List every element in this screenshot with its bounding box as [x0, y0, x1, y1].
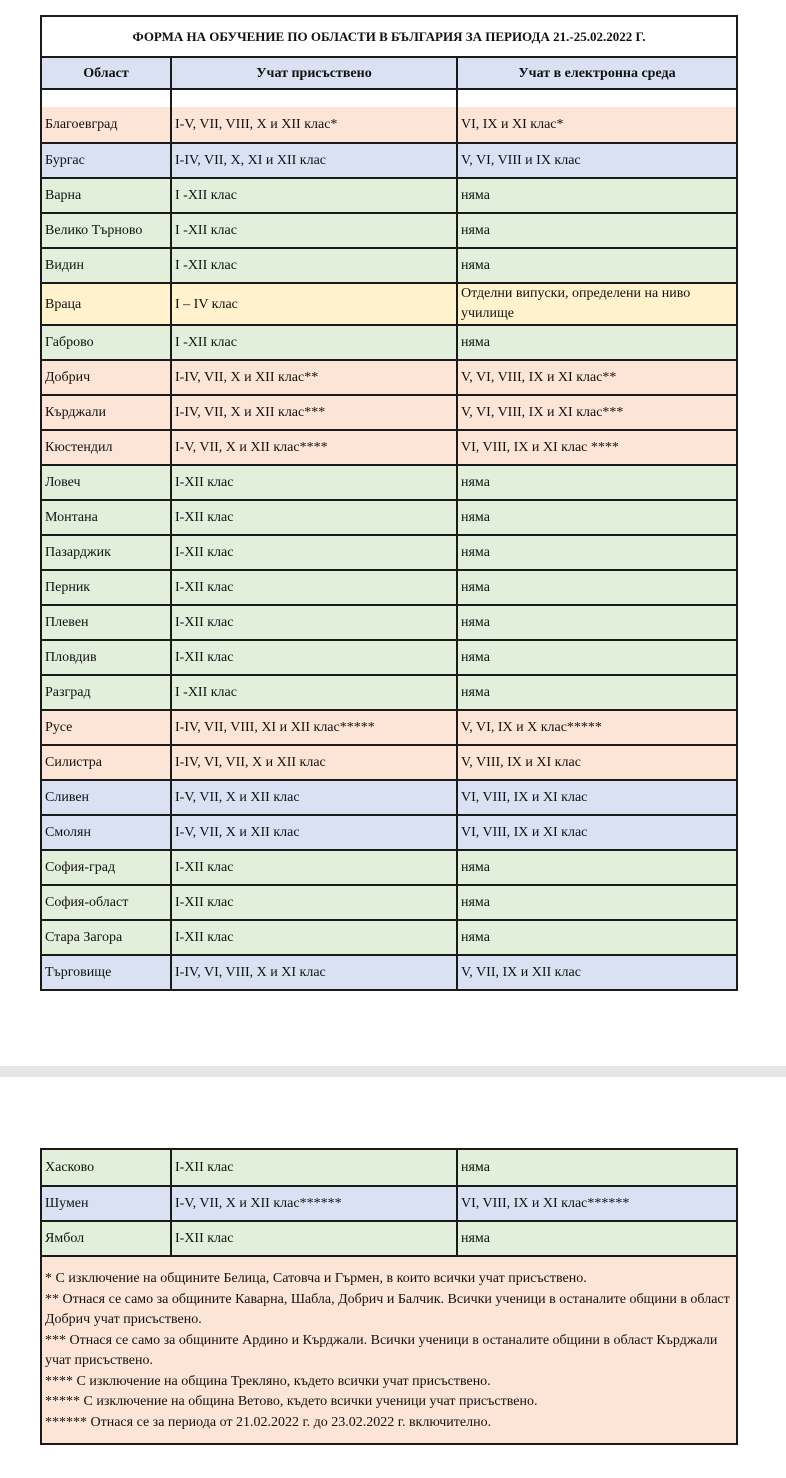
online-cell: няма	[461, 510, 490, 525]
in-person-cell: I-IV, VII, X, XI и XII клас	[172, 144, 458, 177]
in-person-cell: I-XII клас	[172, 1222, 458, 1255]
table-row	[42, 177, 736, 212]
online-cell: Отделни випуски, определени на ниво училище	[461, 286, 691, 321]
table-row	[42, 1150, 736, 1185]
in-person-cell: I-XII клас	[172, 886, 458, 919]
region-cell: Габрово	[42, 326, 172, 359]
table-row	[42, 282, 736, 324]
footnote: * С изключение на общините Белица, Сатовча и Гърмен, в които всички учат присъствено.	[45, 1271, 587, 1286]
table-row	[42, 534, 736, 569]
table-row	[42, 849, 736, 884]
table-row	[42, 394, 736, 429]
in-person-cell: I-V, VII, X и XII клас******	[172, 1187, 458, 1220]
table-row	[42, 919, 736, 954]
region-cell: Враца	[42, 284, 172, 324]
table-row	[42, 814, 736, 849]
table-row	[42, 779, 736, 814]
online-cell: VI, IX и XI клас*	[461, 117, 564, 132]
region-cell: Стара Загора	[42, 921, 172, 954]
in-person-cell: I – IV клас	[172, 284, 458, 324]
table-row	[42, 1185, 736, 1220]
in-person-cell: I -XII клас	[172, 249, 458, 282]
online-cell: няма	[461, 335, 490, 350]
region-cell: Благоевград	[42, 107, 172, 142]
table-row	[42, 212, 736, 247]
online-cell: няма	[461, 930, 490, 945]
online-cell: няма	[461, 650, 490, 665]
table-row	[42, 247, 736, 282]
in-person-cell: I-XII клас	[172, 1150, 458, 1185]
in-person-cell: I -XII клас	[172, 179, 458, 212]
region-cell: Перник	[42, 571, 172, 604]
in-person-cell: I-XII клас	[172, 466, 458, 499]
region-cell: София-град	[42, 851, 172, 884]
in-person-cell: I -XII клас	[172, 676, 458, 709]
header-region: Област	[42, 58, 172, 88]
online-cell: няма	[461, 860, 490, 875]
empty-cell	[42, 90, 172, 107]
in-person-cell: I-XII клас	[172, 851, 458, 884]
table-row	[42, 324, 736, 359]
education-form-table-continued	[40, 1148, 738, 1445]
footnote: ** Отнася се само за общините Каварна, Шабла, Добрич и Балчик. Всички ученици в останалите общини в област Добрич учат присъствено.	[45, 1291, 730, 1327]
table-row	[42, 569, 736, 604]
table-title: ФОРМА НА ОБУЧЕНИЕ ПО ОБЛАСТИ В БЪЛГАРИЯ ЗА ПЕРИОДА 21.-25.02.2022 Г.	[42, 17, 736, 56]
table-row	[42, 709, 736, 744]
page-separator	[0, 1066, 786, 1077]
footnote: ****** Отнася се за периода от 21.02.2022 г. до 23.02.2022 г. включително.	[45, 1414, 492, 1430]
table-row	[42, 639, 736, 674]
region-cell: Пловдив	[42, 641, 172, 674]
table-row	[42, 429, 736, 464]
region-cell: Бургас	[42, 144, 172, 177]
in-person-cell: I-IV, VII, X и XII клас**	[172, 361, 458, 394]
in-person-cell: I-XII клас	[172, 501, 458, 534]
table-row	[42, 359, 736, 394]
empty-cell	[458, 90, 736, 107]
table-row	[42, 107, 736, 142]
in-person-cell: I-V, VII, X и XII клас	[172, 781, 458, 814]
table-row	[42, 674, 736, 709]
in-person-cell: I-XII клас	[172, 536, 458, 569]
table-row	[42, 744, 736, 779]
online-cell: няма	[461, 615, 490, 630]
online-cell: няма	[461, 258, 490, 273]
in-person-cell: I-IV, VII, VIII, XI и XII клас*****	[172, 711, 458, 744]
region-cell: Ямбол	[42, 1222, 172, 1255]
online-cell: V, VI, VIII, IX и XI клас***	[461, 405, 624, 420]
region-cell: Добрич	[42, 361, 172, 394]
in-person-cell: I-XII клас	[172, 571, 458, 604]
online-cell: VI, VIII, IX и XI клас******	[461, 1196, 630, 1211]
in-person-cell: I -XII клас	[172, 326, 458, 359]
online-cell: VI, VIII, IX и XI клас	[461, 825, 588, 840]
table-row	[42, 142, 736, 177]
table-row	[42, 464, 736, 499]
in-person-cell: I-XII клас	[172, 641, 458, 674]
online-cell: V, VIII, IX и XI клас	[461, 755, 581, 770]
region-cell: Варна	[42, 179, 172, 212]
footnote: **** С изключение на община Трекляно, където всички учат присъствено.	[45, 1373, 491, 1389]
education-form-table	[40, 15, 738, 991]
region-cell: Кърджали	[42, 396, 172, 429]
table-row	[42, 1220, 736, 1255]
online-cell: V, VI, VIII и IX клас	[461, 153, 581, 168]
online-cell: VI, VIII, IX и XI клас	[461, 790, 588, 805]
region-cell: Велико Търново	[42, 214, 172, 247]
region-cell: София-област	[42, 886, 172, 919]
in-person-cell: I-V, VII, X и XII клас****	[172, 431, 458, 464]
region-cell: Сливен	[42, 781, 172, 814]
region-cell: Пазарджик	[42, 536, 172, 569]
region-cell: Плевен	[42, 606, 172, 639]
region-cell: Ловеч	[42, 466, 172, 499]
table-row	[42, 954, 736, 989]
region-cell: Монтана	[42, 501, 172, 534]
region-cell: Хасково	[42, 1150, 172, 1185]
region-cell: Разград	[42, 676, 172, 709]
online-cell: V, VII, IX и XII клас	[461, 965, 581, 980]
online-cell: няма	[461, 895, 490, 910]
table-row	[42, 604, 736, 639]
online-cell: няма	[461, 685, 490, 700]
online-cell: V, VI, IX и X клас*****	[461, 720, 602, 735]
table-header-row	[42, 56, 736, 88]
online-cell: няма	[461, 475, 490, 490]
online-cell: няма	[461, 580, 490, 595]
in-person-cell: I-V, VII, X и XII клас	[172, 816, 458, 849]
region-cell: Силистра	[42, 746, 172, 779]
in-person-cell: I-XII клас	[172, 921, 458, 954]
empty-cell	[172, 90, 458, 107]
footnote: *** Отнася се само за общините Ардино и Кърджали. Всички ученици в останалите общини в област Кърджали учат присъствено.	[45, 1332, 718, 1368]
region-cell: Русе	[42, 711, 172, 744]
region-cell: Видин	[42, 249, 172, 282]
empty-row	[42, 88, 736, 107]
online-cell: V, VI, VIII, IX и XI клас**	[461, 370, 617, 385]
header-in-person: Учат присъствено	[172, 58, 458, 88]
footnote: ***** С изключение на община Ветово, където всички ученици учат присъствено.	[45, 1394, 538, 1409]
region-cell: Търговище	[42, 956, 172, 989]
table-row	[42, 499, 736, 534]
table-row	[42, 884, 736, 919]
region-cell: Кюстендил	[42, 431, 172, 464]
header-online: Учат в електронна среда	[518, 65, 676, 81]
region-cell: Смолян	[42, 816, 172, 849]
region-cell: Шумен	[42, 1187, 172, 1220]
in-person-cell: I-V, VII, VIII, X и XII клас*	[172, 107, 458, 142]
in-person-cell: I-IV, VI, VIII, X и XI клас	[172, 956, 458, 989]
in-person-cell: I -XII клас	[172, 214, 458, 247]
online-cell: няма	[461, 188, 490, 203]
in-person-cell: I-IV, VI, VII, X и XII клас	[172, 746, 458, 779]
online-cell: няма	[461, 1160, 490, 1175]
footnotes	[42, 1255, 736, 1443]
in-person-cell: I-XII клас	[172, 606, 458, 639]
in-person-cell: I-IV, VII, X и XII клас***	[172, 396, 458, 429]
online-cell: няма	[461, 1231, 490, 1246]
online-cell: няма	[461, 545, 490, 560]
online-cell: няма	[461, 223, 490, 238]
online-cell: VI, VIII, IX и XI клас ****	[461, 440, 619, 455]
